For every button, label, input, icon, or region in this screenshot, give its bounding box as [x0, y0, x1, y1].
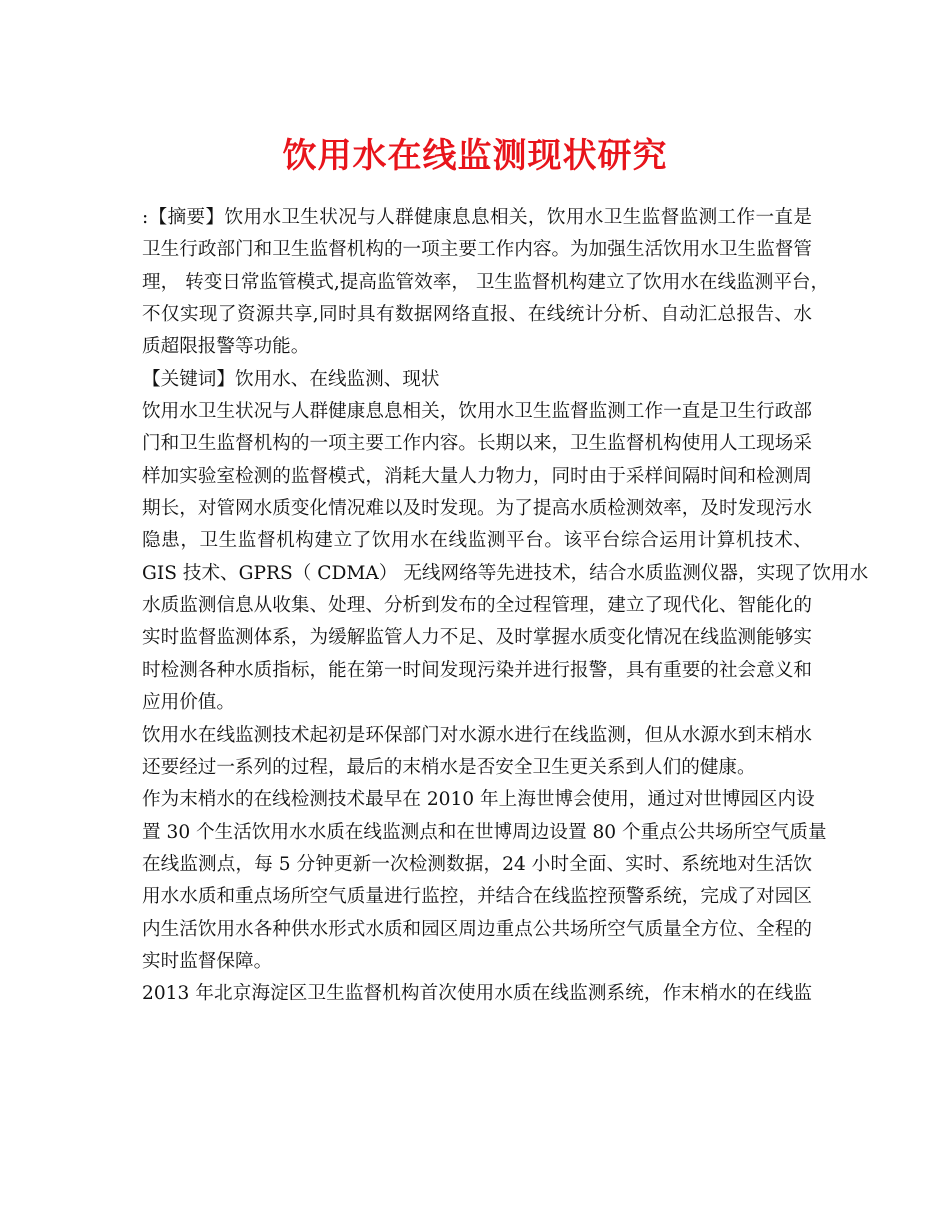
text-line: 还要经过一系列的过程，最后的末梢水是否安全卫生更关系到人们的健康。 [142, 756, 756, 778]
text-line: 不仅实现了资源共享,同时具有数据网络直报、在线统计分析、自动汇总报告、水 [142, 304, 812, 326]
text-line: 卫生行政部门和卫生监督机构的一项主要工作内容。为加强生活饮用水卫生监督管 [142, 239, 812, 261]
text-line: 水质监测信息从收集、处理、分析到发布的全过程管理，建立了现代化、智能化的 [142, 595, 812, 617]
text-line: 期长，对管网水质变化情况难以及时发现。为了提高水质检测效率，及时发现污水 [142, 498, 812, 520]
text-line: 作为末梢水的在线检测技术最早在 2010 年上海世博会使用，通过对世博园区内设 [142, 789, 815, 811]
text-line: 在线监测点，每 5 分钟更新一次检测数据，24 小时全面、实时、系统地对生活饮 [142, 853, 812, 875]
text-line: 质超限报警等功能。 [142, 336, 310, 358]
text-line: 饮用水在线监测技术起初是环保部门对水源水进行在线监测，但从水源水到末梢水 [142, 724, 812, 746]
text-line: 理， 转变日常监管模式,提高监管效率， 卫生监督机构建立了饮用水在线监测平台， [142, 271, 830, 293]
document-title: 饮用水在线监测现状研究 [282, 136, 668, 176]
text-line: 饮用水卫生状况与人群健康息息相关，饮用水卫生监督监测工作一直是卫生行政部 [142, 401, 812, 423]
text-line: 2013 年北京海淀区卫生监督机构首次使用水质在线监测系统，作末梢水的在线监 [142, 983, 812, 1005]
text-line: 内生活饮用水各种供水形式水质和园区周边重点公共场所空气质量全方位、全程的 [142, 918, 812, 940]
text-line: 时检测各种水质指标，能在第一时间发现污染并进行报警，具有重要的社会意义和 [142, 659, 812, 681]
text-line: 实时监督监测体系，为缓解监管人力不足、及时掌握水质变化情况在线监测能够实 [142, 627, 812, 649]
text-line: 应用价值。 [142, 692, 235, 714]
text-line: 隐患，卫生监督机构建立了饮用水在线监测平台。该平台综合运用计算机技术、 [142, 530, 812, 552]
text-line: 用水水质和重点场所空气质量进行监控，并结合在线监控预警系统，完成了对园区 [142, 886, 812, 908]
text-line: 样加实验室检测的监督模式，消耗大量人力物力，同时由于采样间隔时间和检测周 [142, 465, 812, 487]
text-line: :【摘要】饮用水卫生状况与人群健康息息相关，饮用水卫生监督监测工作一直是 [142, 207, 812, 228]
text-line: 门和卫生监督机构的一项主要工作内容。长期以来，卫生监督机构使用人工现场采 [142, 433, 812, 455]
text-line: GIS 技术、GPRS（ CDMA） 无线网络等先进技术，结合水质监测仪器，实现了饮用水 [142, 562, 869, 584]
document-body [142, 202, 869, 1011]
text-line: 实时监督保障。 [142, 950, 273, 972]
text-line: 置 30 个生活饮用水水质在线监测点和在世博周边设置 80 个重点公共场所空气质量 [142, 821, 827, 843]
text-line: 【关键词】饮用水、在线监测、现状 [142, 368, 440, 390]
